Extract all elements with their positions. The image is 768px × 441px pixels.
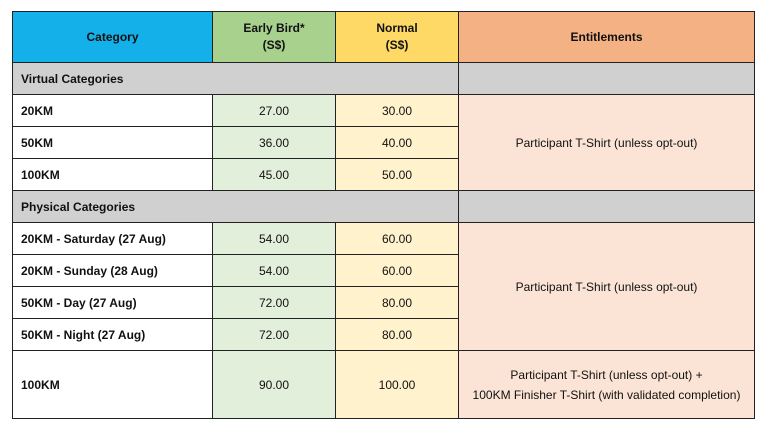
normal-price: 80.00	[336, 319, 459, 351]
header-normal-label: Normal	[376, 21, 418, 35]
section-entitlement-blank	[459, 191, 755, 223]
category-name: 50KM	[13, 127, 213, 159]
early-bird-price: 45.00	[213, 159, 336, 191]
pricing-table	[12, 11, 755, 419]
section-row-virtual	[13, 63, 755, 95]
table-row	[13, 223, 755, 255]
header-early-bird-currency: (S$)	[262, 38, 286, 52]
section-title-virtual: Virtual Categories	[13, 63, 459, 95]
table-row	[13, 351, 755, 419]
table-header-row	[13, 12, 755, 63]
normal-price: 50.00	[336, 159, 459, 191]
category-name: 50KM - Day (27 Aug)	[13, 287, 213, 319]
early-bird-price: 54.00	[213, 255, 336, 287]
header-normal	[336, 12, 459, 63]
category-name: 100KM	[13, 159, 213, 191]
header-early-bird-label: Early Bird*	[243, 21, 305, 35]
entitlement-100km	[459, 351, 755, 419]
category-name: 20KM - Sunday (28 Aug)	[13, 255, 213, 287]
physical-entitlement: Participant T-Shirt (unless opt-out)	[459, 223, 755, 351]
normal-price: 80.00	[336, 287, 459, 319]
header-entitlements: Entitlements	[459, 12, 755, 63]
section-row-physical	[13, 191, 755, 223]
early-bird-price: 36.00	[213, 127, 336, 159]
pricing-table-container	[12, 11, 755, 419]
header-normal-currency: (S$)	[385, 38, 409, 52]
category-name: 50KM - Night (27 Aug)	[13, 319, 213, 351]
entitlement-100km-line1: Participant T-Shirt (unless opt-out) +	[510, 367, 703, 382]
table-row	[13, 95, 755, 127]
normal-price: 60.00	[336, 223, 459, 255]
early-bird-price: 54.00	[213, 223, 336, 255]
section-title-physical: Physical Categories	[13, 191, 459, 223]
category-name: 20KM - Saturday (27 Aug)	[13, 223, 213, 255]
category-name: 100KM	[13, 351, 213, 419]
header-early-bird	[213, 12, 336, 63]
virtual-entitlement: Participant T-Shirt (unless opt-out)	[459, 95, 755, 191]
category-name: 20KM	[13, 95, 213, 127]
early-bird-price: 90.00	[213, 351, 336, 419]
normal-price: 40.00	[336, 127, 459, 159]
section-entitlement-blank	[459, 63, 755, 95]
normal-price: 100.00	[336, 351, 459, 419]
early-bird-price: 72.00	[213, 287, 336, 319]
early-bird-price: 27.00	[213, 95, 336, 127]
entitlement-100km-line2: 100KM Finisher T-Shirt (with validated completion)	[472, 387, 741, 402]
header-category: Category	[13, 12, 213, 63]
early-bird-price: 72.00	[213, 319, 336, 351]
normal-price: 60.00	[336, 255, 459, 287]
normal-price: 30.00	[336, 95, 459, 127]
